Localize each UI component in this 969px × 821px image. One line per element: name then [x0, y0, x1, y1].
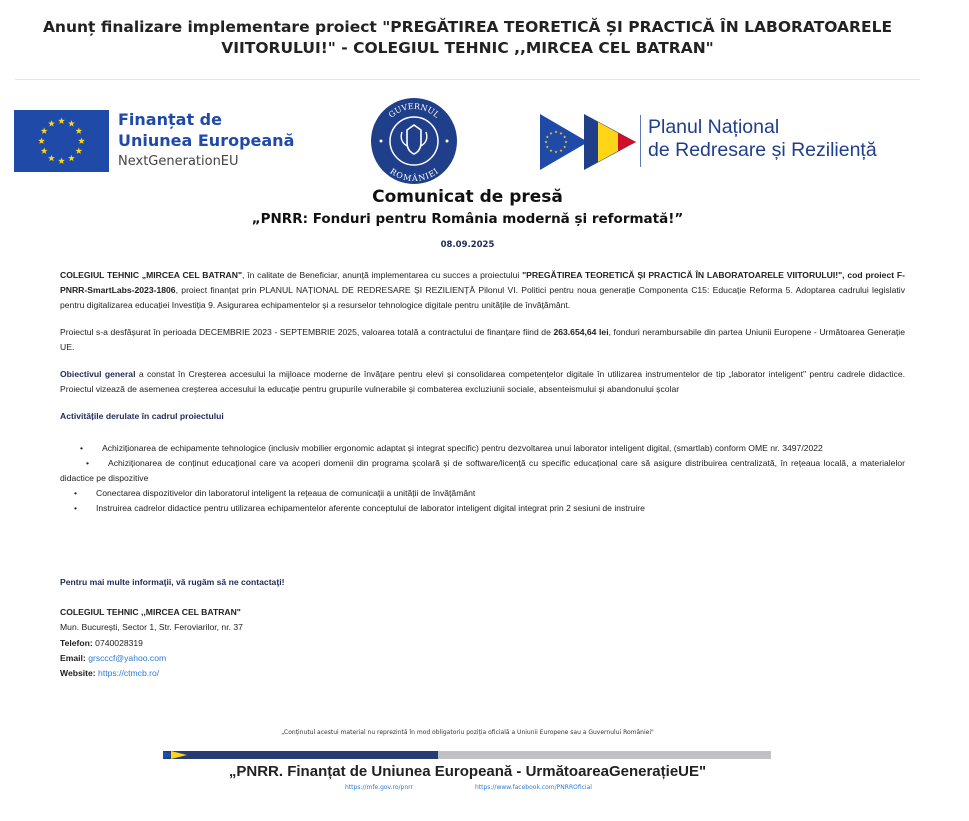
bullet: •: [86, 458, 90, 468]
eu-funding-logo-text: [118, 109, 294, 173]
activity-item: [60, 441, 905, 456]
romanian-government-seal-logo: [370, 97, 458, 185]
pnrr-line2: de Redresare și Reziliență: [648, 139, 877, 161]
press-release-heading: Comunicat de presă: [372, 187, 563, 207]
paragraph-period-value: [60, 325, 905, 355]
eu-line2: Uniunea Europeană: [118, 131, 295, 150]
press-release-subheading: „PNRR: Fonduri pentru România modernă și reformată!”: [251, 211, 684, 227]
bold-text: "PREGĂTIREA TEORETICĂ ȘI PRACTICĂ ÎN LABORATOARELE VIITORULUI!", cod proiect F-PNRR-SmartLabs-2023-1806: [60, 270, 905, 295]
footer-color-bar: [163, 751, 771, 759]
contact-block: [60, 574, 969, 728]
article-body: [60, 268, 905, 574]
facebook-link[interactable]: https://www.facebook.com/PNRROficial: [474, 784, 592, 791]
star-icon: [75, 127, 82, 134]
press-release-date: 08.09.2025: [440, 240, 495, 250]
star-icon: [38, 137, 45, 144]
pnrr-logo-text: [648, 116, 877, 162]
email-label: Email:: [60, 652, 86, 663]
bullet: •: [74, 488, 78, 498]
paragraph-objective: [60, 367, 905, 397]
text-segment: a constat în Creșterea accesului la mijloace moderne de învățare pentru elevi și consolidarea competențelor digitale în utilizarea instrumentelor de tip „laborator inteligent" pentru cadrele didactice. Proiectul vizează de asemenea creșterea accesului la educație pentru grupurile vulnerabile și combaterea excluziunii sociale, absenteismului și abandonului școlar: [60, 369, 905, 394]
paragraph-intro: [60, 268, 905, 313]
disclaimer: „Conținutul acestui material nu reprezintă în mod obligatoriu poziția oficială a Uniunii Europene sau a Guvernului României": [281, 729, 654, 736]
pnrr-line1: Planul Național: [648, 116, 780, 138]
pnrr-logo-separator: [640, 115, 641, 167]
activity-text: Achiziționarea de conținut educațional care va acoperi domenii din programa școlară și de software/licență cu specific educațional care să asigure distribuirea centralizată, în rețeaua locală, a materialelor didactice pe dispozitive: [60, 458, 905, 483]
mfe-link[interactable]: https://mfe.gov.ro/pnrr: [345, 784, 414, 791]
activity-item: [60, 486, 905, 501]
star-icon: [48, 155, 55, 162]
footer-links: [345, 783, 969, 793]
star-icon: [58, 117, 65, 124]
eu-line1: Finanțat de: [118, 110, 222, 129]
bold-text: COLEGIUL TEHNIC „MIRCEA CEL BATRAN": [60, 270, 243, 280]
activities-heading: Activitățile derulate în cadrul proiectului: [60, 411, 224, 421]
activity-text: Achiziționarea de echipamente tehnologice (inclusiv mobilier ergonomic adaptat și integrat specific) pentru dezvoltarea unui laborator inteligent digital, (smartlab) conform OME nr. 3497/2022: [102, 443, 823, 453]
logos-row: [0, 97, 969, 185]
star-icon: [48, 120, 55, 127]
star-icon: [58, 157, 65, 164]
website-label: Website:: [60, 668, 96, 679]
activity-item: [60, 501, 905, 516]
footer-slogan: „PNRR. Finanțat de Uniunea Europeană - UrmătoareaGenerațieUE": [228, 763, 707, 780]
eu-flag-logo: [14, 110, 109, 172]
text-segment: Proiectul s-a desfășurat în perioada DECEMBRIE 2023 - SEPTEMBRIE 2025, valoarea totală a contractului de finanțare fiind de: [60, 327, 554, 337]
text-segment: , în calitate de Beneficiar, anunță implementarea cu succes a proiectului: [242, 270, 523, 280]
contact-org: COLEGIUL TEHNIC ,,MIRCEA CEL BATRAN": [60, 607, 241, 618]
email-link[interactable]: grscccf@yahoo.com: [88, 652, 167, 663]
bold-text: Obiectivul general: [60, 369, 136, 379]
star-icon: [41, 127, 48, 134]
text-segment: , fonduri nerambursabile din partea Uniunii Europene - Următoarea Generație UE.: [60, 327, 906, 352]
phone-label: Telefon:: [60, 637, 93, 648]
star-icon: [75, 147, 82, 154]
page-title: Anunț finalizare implementare proiect "PREGĂTIREA TEORETICĂ ȘI PRACTICĂ ÎN LABORATOARELE VIITORULUI!" - COLEGIUL TEHNIC ,,MIRCEA CEL BATRAN": [42, 18, 893, 57]
star-icon: [41, 147, 48, 154]
activity-text: Conectarea dispozitivelor din laboratorul inteligent la rețeaua de comunicații a unității de învățământ: [96, 488, 476, 498]
phone-value: 0740028319: [95, 637, 143, 648]
eu-line3: NextGenerationEU: [118, 154, 239, 169]
text-segment: , proiect finanțat prin PLANUL NAȚIONAL DE REDRESARE ȘI REZILIENȚĂ Pilonul VI. Politici pentru noua generație Componenta C15: Educație Reforma 5. Adoptarea cadrului legislativ pentru digitalizarea educației Investiția 9. Asigurarea echipamentelor și a resurselor tehnologice digitale pentru unitățile de învățământ.: [60, 285, 905, 310]
activity-text: Instruirea cadrelor didactice pentru utilizarea echipamentelor aferente conceptului de laborator inteligent digital integrat prin 2 sesiuni de instruire: [96, 503, 645, 513]
star-icon: [68, 155, 75, 162]
bold-text: 263.654,64 lei: [553, 327, 609, 337]
bullet: •: [74, 503, 78, 513]
website-link[interactable]: https://ctmcb.ro/: [98, 668, 160, 679]
activity-item: [60, 456, 905, 486]
pnrr-logo-arrows: [540, 114, 640, 170]
star-icon: [78, 137, 85, 144]
star-icon: [68, 120, 75, 127]
divider: [15, 79, 920, 80]
bullet: •: [80, 443, 84, 453]
contact-heading: Pentru mai multe informaţii, vă rugăm să ne contactaţi!: [60, 577, 285, 587]
svg-text:GUVERNUL: GUVERNUL: [386, 101, 442, 120]
svg-text:ROMÂNIEI: ROMÂNIEI: [388, 166, 440, 183]
contact-address: Mun. București, Sector 1, Str. Feroviarilor, nr. 37: [60, 622, 243, 633]
